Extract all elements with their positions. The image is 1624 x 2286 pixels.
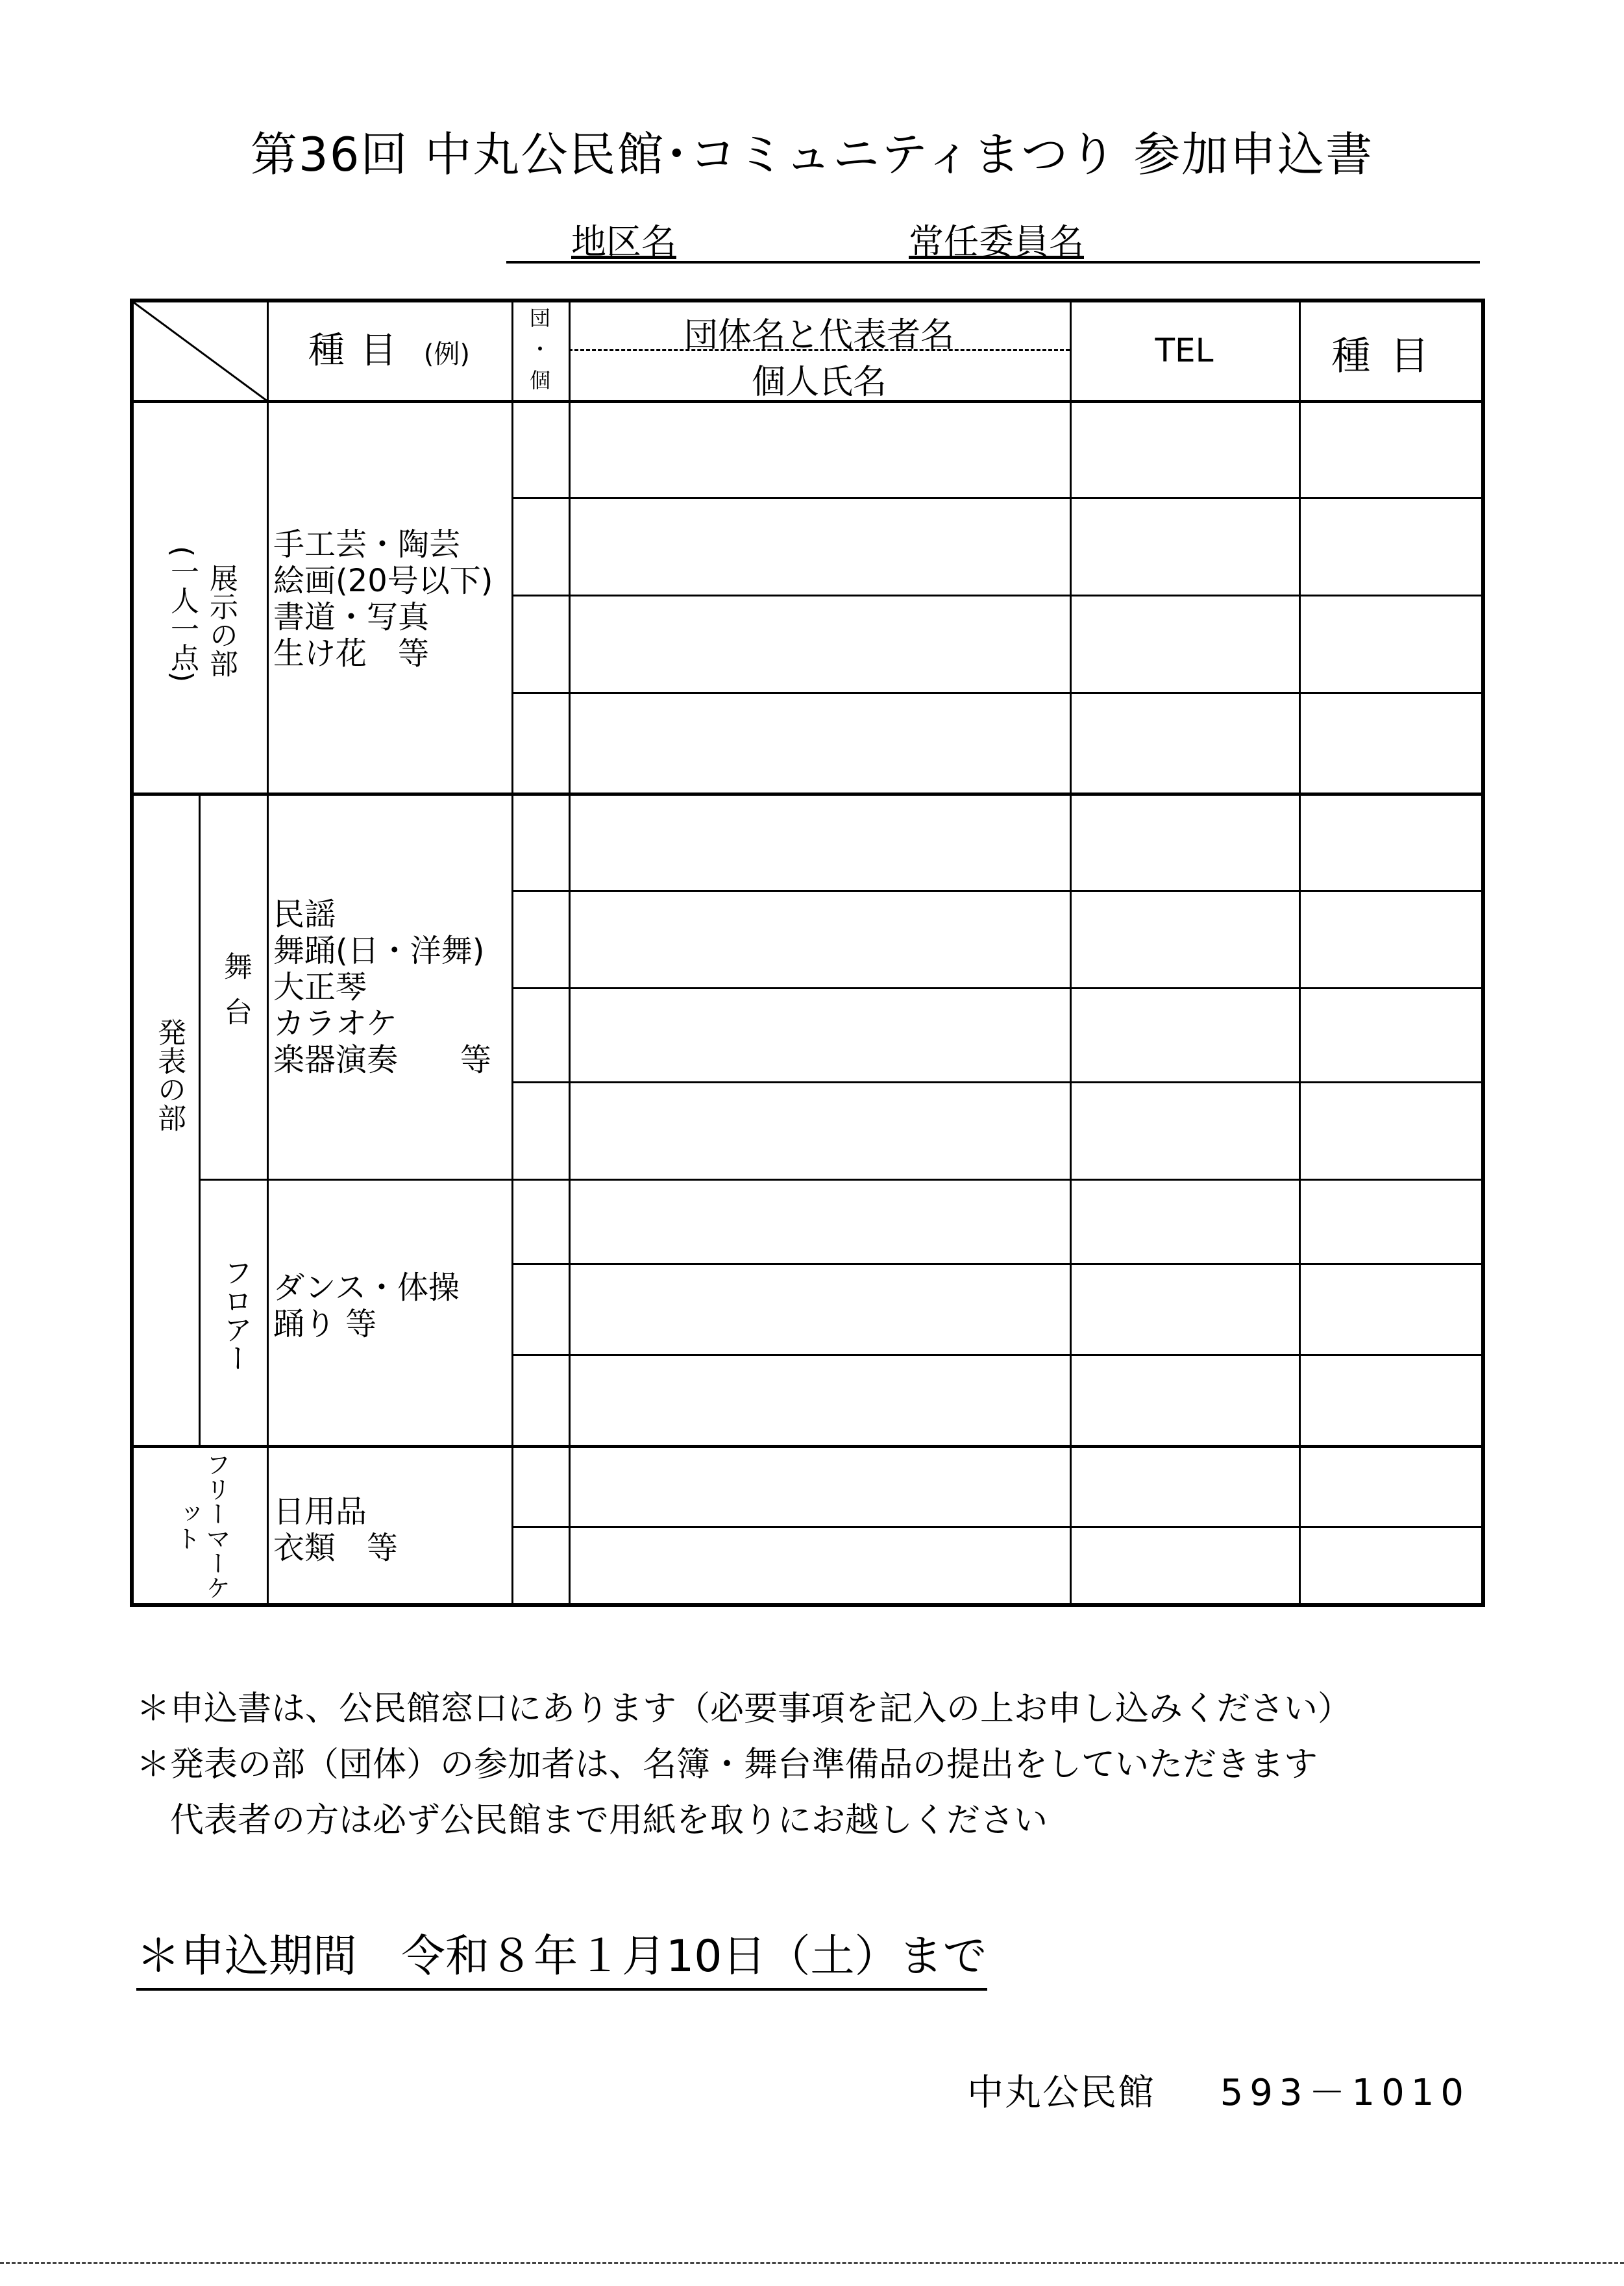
note-item: 代表者の方は必ず公民館まで用紙を取りにお越しください bbox=[136, 1801, 1048, 1840]
cut-line bbox=[0, 2262, 1624, 2267]
header-category: 種目 bbox=[1331, 334, 1449, 379]
example-item: 絵画(20号以下) bbox=[273, 563, 493, 599]
note-item: ＊発表の部（団体）の参加者は、名簿・舞台準備品の提出をしていただきます bbox=[136, 1745, 1318, 1784]
performance-section-label: 発表の部 bbox=[153, 1018, 186, 1132]
example-item: 手工芸・陶芸 bbox=[273, 526, 461, 563]
district-member-line bbox=[506, 214, 1480, 264]
example-item: 楽器演奏 等 bbox=[273, 1042, 492, 1078]
exhibition-section-label: 展示の部 bbox=[204, 563, 238, 678]
example-item: ダンス・体操 bbox=[273, 1270, 460, 1306]
header-category-example-label: 種目 bbox=[308, 330, 412, 372]
header-individual-name: 個人氏名 bbox=[751, 363, 887, 402]
header-group-mark: 団 bbox=[529, 306, 550, 330]
header-group-name: 団体名と代表者名 bbox=[569, 308, 1070, 351]
header-category-example bbox=[267, 322, 511, 374]
flea-market-section-label: フリーマーケット bbox=[172, 1452, 230, 1600]
header-dot: ・ bbox=[529, 337, 550, 362]
header-group-individual bbox=[511, 302, 569, 396]
header-tel: TEL bbox=[1155, 332, 1214, 369]
header-diagonal bbox=[134, 302, 267, 401]
application-deadline: ＊申込期間 令和８年１月10日（土）まで bbox=[136, 1921, 987, 1991]
stage-sub-label: 舞台 bbox=[219, 952, 252, 1042]
example-item: 日用品 bbox=[273, 1493, 367, 1530]
form-title: 第36回 中丸公民館･コミュニティまつり 参加申込書 bbox=[250, 127, 1374, 182]
example-item: 生け花 等 bbox=[273, 635, 430, 672]
exhibition-examples bbox=[273, 526, 493, 672]
notes bbox=[136, 1681, 1351, 1849]
contact-phone: 593－1010 bbox=[1220, 2072, 1471, 2114]
floor-examples bbox=[273, 1270, 460, 1342]
member-label: 常任委員名 bbox=[909, 221, 1084, 262]
stage-examples bbox=[273, 896, 491, 1078]
example-item: 書道・写真 bbox=[273, 599, 430, 635]
note-item: ＊申込書は、公民館窓口にあります（必要事項を記入の上お申し込みください） bbox=[136, 1690, 1352, 1728]
flea-market-examples bbox=[273, 1493, 398, 1566]
header-example-note: (例) bbox=[423, 339, 471, 369]
example-item: 舞踊(日・洋舞) bbox=[273, 933, 485, 969]
example-item: 衣類 等 bbox=[273, 1530, 399, 1566]
example-item: 大正琴 bbox=[273, 969, 367, 1005]
floor-sub-label: フロアー bbox=[219, 1258, 252, 1372]
example-item: カラオケ bbox=[273, 1005, 398, 1042]
example-item: 民謡 bbox=[273, 896, 336, 933]
contact-info bbox=[967, 2064, 1470, 2116]
exhibition-one-item-note: (一人一点) bbox=[166, 545, 199, 683]
application-table bbox=[130, 299, 1485, 1607]
contact-name: 中丸公民館 bbox=[967, 2072, 1155, 2114]
district-label: 地区名 bbox=[571, 221, 676, 262]
example-item: 踊り 等 bbox=[273, 1306, 377, 1342]
header-individual-mark: 個 bbox=[529, 368, 550, 393]
